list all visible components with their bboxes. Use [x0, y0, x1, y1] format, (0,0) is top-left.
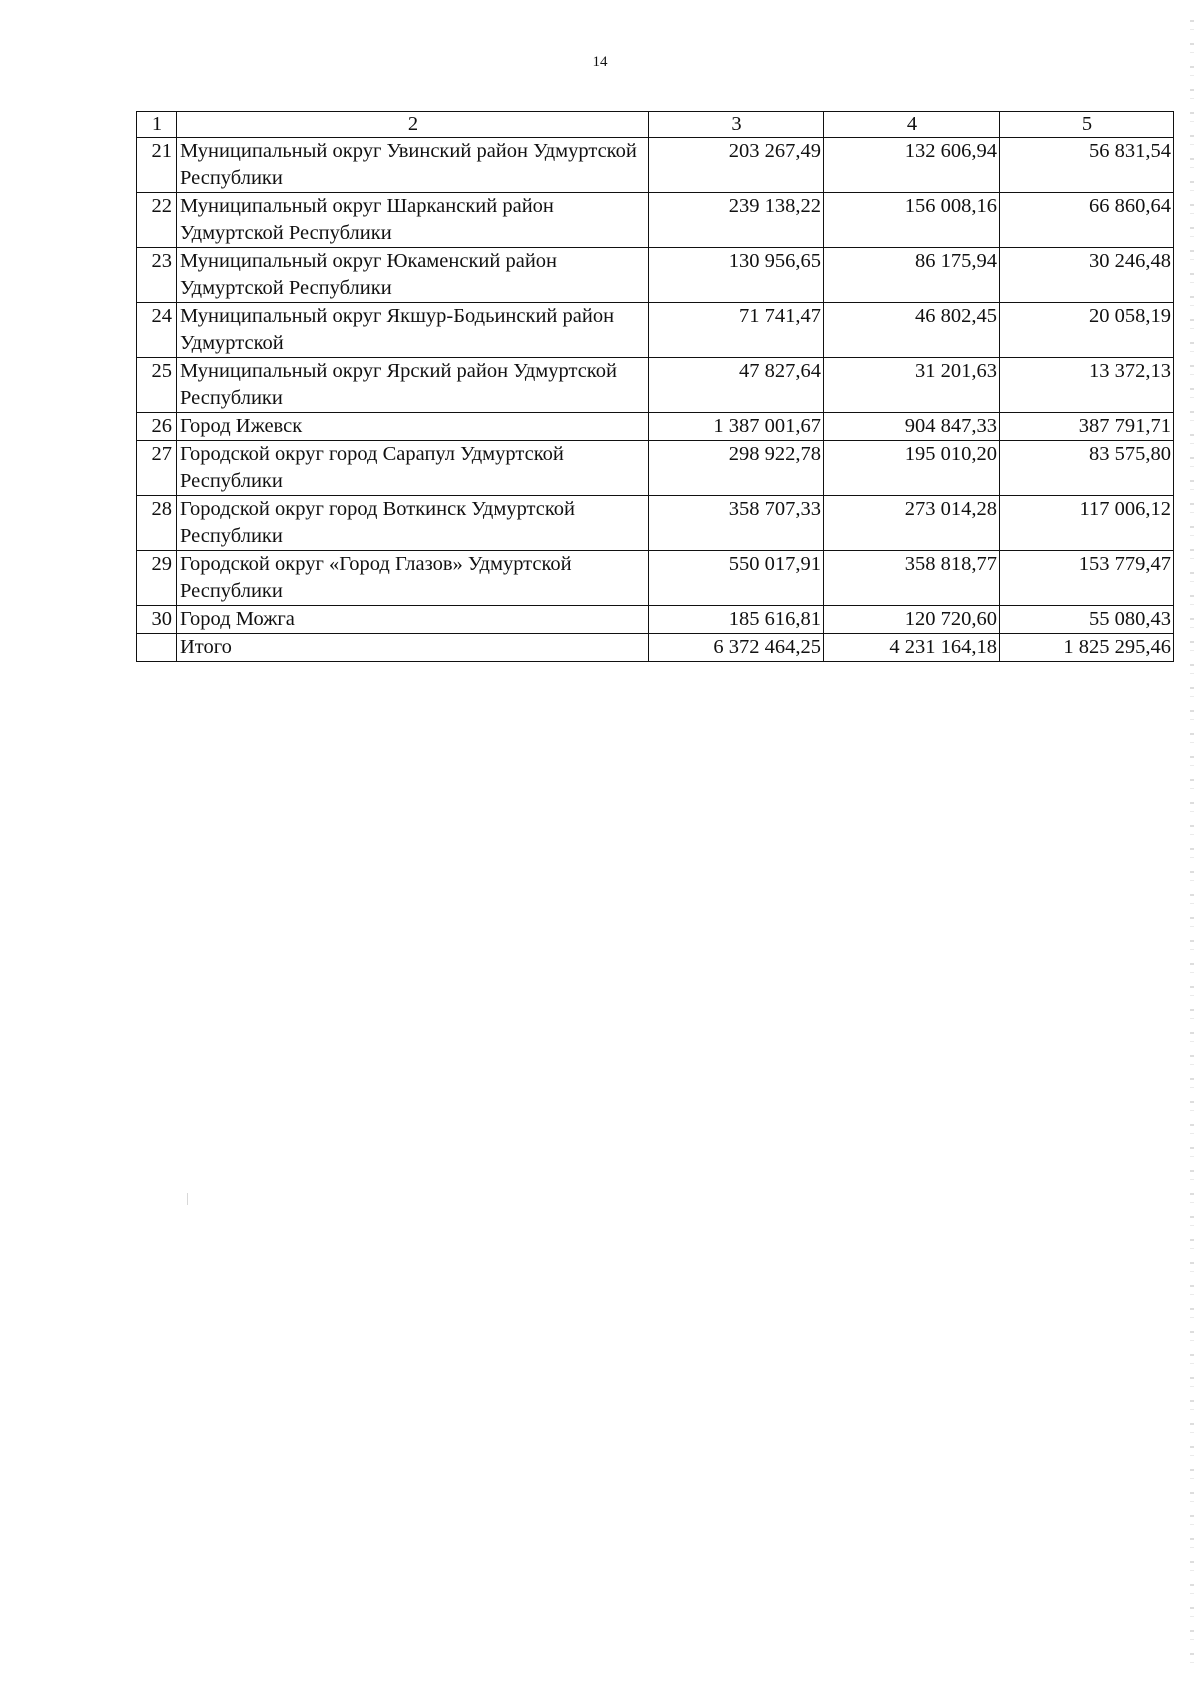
municipality-name-cell: Город Можга	[177, 606, 649, 634]
row-number-cell: 25	[137, 358, 177, 413]
municipality-name-cell: Муниципальный округ Шарканский район Удмуртской Республики	[177, 193, 649, 248]
value-col-4-cell: 156 008,16	[824, 193, 1000, 248]
value-col-4-cell: 4 231 164,18	[824, 634, 1000, 662]
value-col-5-cell: 66 860,64	[1000, 193, 1174, 248]
value-col-4-cell: 86 175,94	[824, 248, 1000, 303]
value-col-5-cell: 153 779,47	[1000, 551, 1174, 606]
value-col-4-cell: 132 606,94	[824, 138, 1000, 193]
value-col-5-cell: 1 825 295,46	[1000, 634, 1174, 662]
value-col-5-cell: 13 372,13	[1000, 358, 1174, 413]
value-col-3-cell: 185 616,81	[649, 606, 824, 634]
value-col-5-cell: 56 831,54	[1000, 138, 1174, 193]
value-col-3-cell: 550 017,91	[649, 551, 824, 606]
municipality-name-cell: Муниципальный округ Якшур-Бодьинский район Удмуртской	[177, 303, 649, 358]
municipality-name-cell: Муниципальный округ Увинский район Удмуртской Республики	[177, 138, 649, 193]
value-col-4-cell: 273 014,28	[824, 496, 1000, 551]
value-col-5-cell: 20 058,19	[1000, 303, 1174, 358]
municipality-name-cell: Муниципальный округ Юкаменский район Удмуртской Республики	[177, 248, 649, 303]
table-row	[137, 551, 1174, 606]
header-col-1: 1	[137, 112, 177, 138]
table-row	[137, 193, 1174, 248]
table-header-row	[137, 112, 1174, 138]
row-number-cell: 26	[137, 413, 177, 441]
table-row	[137, 441, 1174, 496]
value-col-5-cell: 83 575,80	[1000, 441, 1174, 496]
row-number-cell: 27	[137, 441, 177, 496]
municipality-name-cell: Город Ижевск	[177, 413, 649, 441]
value-col-5-cell: 387 791,71	[1000, 413, 1174, 441]
value-col-5-cell: 55 080,43	[1000, 606, 1174, 634]
value-col-3-cell: 130 956,65	[649, 248, 824, 303]
scan-speck	[187, 1193, 188, 1205]
table-row	[137, 358, 1174, 413]
table-row	[137, 303, 1174, 358]
value-col-3-cell: 1 387 001,67	[649, 413, 824, 441]
row-number-cell: 24	[137, 303, 177, 358]
row-number-cell: 28	[137, 496, 177, 551]
value-col-3-cell: 298 922,78	[649, 441, 824, 496]
value-col-3-cell: 203 267,49	[649, 138, 824, 193]
header-col-4: 4	[824, 112, 1000, 138]
value-col-3-cell: 47 827,64	[649, 358, 824, 413]
value-col-4-cell: 46 802,45	[824, 303, 1000, 358]
row-number-cell: 22	[137, 193, 177, 248]
municipality-name-cell: Городской округ «Город Глазов» Удмуртской Республики	[177, 551, 649, 606]
row-number-cell: 30	[137, 606, 177, 634]
value-col-3-cell: 239 138,22	[649, 193, 824, 248]
value-col-4-cell: 195 010,20	[824, 441, 1000, 496]
row-number-cell: 29	[137, 551, 177, 606]
municipality-name-cell: Городской округ город Сарапул Удмуртской Республики	[177, 441, 649, 496]
page-number: 14	[592, 54, 608, 70]
table-row	[137, 413, 1174, 441]
table-row	[137, 248, 1174, 303]
row-number-cell: 21	[137, 138, 177, 193]
header-col-2: 2	[177, 112, 649, 138]
value-col-5-cell: 30 246,48	[1000, 248, 1174, 303]
municipality-name-cell: Городской округ город Воткинск Удмуртской Республики	[177, 496, 649, 551]
municipality-name-cell: Итого	[177, 634, 649, 662]
value-col-4-cell: 31 201,63	[824, 358, 1000, 413]
value-col-5-cell: 117 006,12	[1000, 496, 1174, 551]
header-col-5: 5	[1000, 112, 1174, 138]
table-row	[137, 496, 1174, 551]
scan-edge-artifact	[1190, 20, 1194, 1670]
allocation-table	[136, 111, 1174, 662]
row-number-cell	[137, 634, 177, 662]
municipality-name-cell: Муниципальный округ Ярский район Удмуртской Республики	[177, 358, 649, 413]
value-col-3-cell: 358 707,33	[649, 496, 824, 551]
header-col-3: 3	[649, 112, 824, 138]
value-col-4-cell: 358 818,77	[824, 551, 1000, 606]
value-col-3-cell: 71 741,47	[649, 303, 824, 358]
value-col-4-cell: 120 720,60	[824, 606, 1000, 634]
value-col-4-cell: 904 847,33	[824, 413, 1000, 441]
row-number-cell: 23	[137, 248, 177, 303]
table-row	[137, 606, 1174, 634]
table-row	[137, 138, 1174, 193]
value-col-3-cell: 6 372 464,25	[649, 634, 824, 662]
table-total-row	[137, 634, 1174, 662]
